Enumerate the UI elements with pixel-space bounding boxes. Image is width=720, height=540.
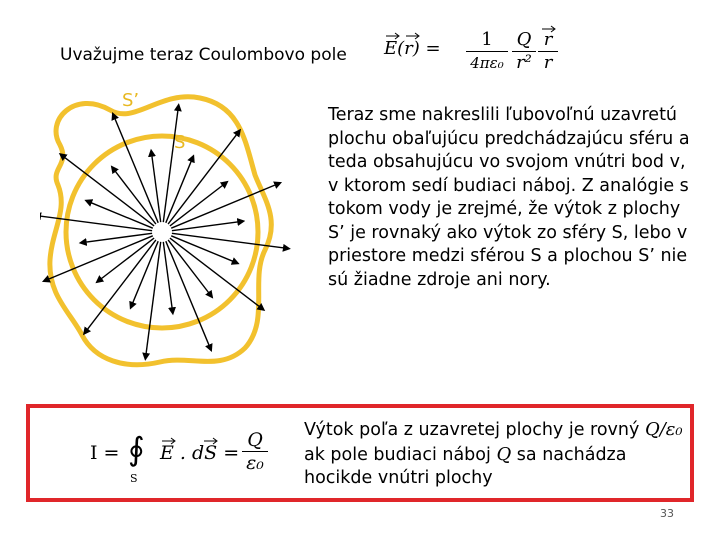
explanation-line-2-text-b: sa nachádza bbox=[516, 444, 627, 465]
explanation-q-over-eps0: Q/ε₀ bbox=[644, 419, 683, 440]
frac2-denominator: r² bbox=[516, 52, 532, 73]
field-equation-lhs bbox=[384, 38, 441, 59]
explanation-line-2-text-a: ak pole budiaci náboj bbox=[304, 444, 491, 465]
field-arrow bbox=[171, 183, 280, 228]
field-arrow bbox=[168, 240, 212, 297]
field-arrow bbox=[172, 221, 243, 231]
field-arrow bbox=[97, 238, 154, 282]
description-line: priestore medzi sférou S a plochou S’ nie bbox=[328, 246, 688, 266]
gauss-frac-denominator: ε₀ bbox=[246, 452, 264, 474]
explanation-line-2 bbox=[304, 443, 683, 468]
coulomb-field-equation bbox=[384, 28, 564, 84]
field-arrow bbox=[113, 114, 158, 223]
description-line: S’ je rovnaký ako výtok zo sféry S, lebo v bbox=[328, 222, 688, 243]
description-line: Teraz sme nakreslili ľubovoľnú uzavretú bbox=[328, 105, 678, 125]
field-arrow bbox=[163, 242, 173, 313]
field-arrow bbox=[44, 236, 153, 281]
frac1-bar bbox=[466, 51, 508, 52]
intro-text: Uvažujme teraz Coulombovo pole bbox=[60, 45, 347, 65]
field-equation-lhs-text: E(r) = bbox=[384, 38, 441, 59]
integral-subscript: S bbox=[130, 472, 138, 485]
field-lines-figure bbox=[40, 80, 310, 380]
gauss-lhs: I = bbox=[90, 442, 120, 464]
description-line: tokom vody je zrejmé, že výtok z plochy bbox=[328, 199, 681, 219]
field-arrow bbox=[81, 233, 152, 243]
description-line: v ktorom sedí budiaci náboj. Z analógie s bbox=[328, 175, 689, 196]
gauss-law-explanation bbox=[304, 418, 683, 491]
fraction-1-over-4pi-eps0 bbox=[466, 30, 508, 73]
r-vector-arrow-icon bbox=[540, 24, 558, 34]
closed-integral-symbol: ∮ bbox=[128, 430, 145, 468]
fraction-q-over-eps0 bbox=[242, 430, 268, 473]
gauss-law-equation bbox=[90, 428, 270, 488]
field-arrow bbox=[163, 105, 178, 222]
frac1-numerator: 1 bbox=[481, 29, 493, 50]
page-number: 33 bbox=[660, 507, 674, 520]
frac2-numerator: Q bbox=[516, 29, 532, 50]
description-line: plochu obaľujúcu predchádzajúcu sféru a bbox=[328, 128, 690, 149]
description-paragraph bbox=[328, 104, 708, 292]
fraction-q-over-r2 bbox=[512, 30, 536, 73]
explanation-line-3: hocikde vnútri plochy bbox=[304, 468, 493, 488]
vector-arrows-icon bbox=[384, 31, 434, 41]
label-s: S bbox=[174, 132, 186, 153]
field-arrow bbox=[170, 182, 227, 226]
description-line: sú žiadne zdroje ani nory. bbox=[328, 269, 551, 290]
field-arrow bbox=[145, 242, 160, 359]
sphere-s-outline bbox=[66, 136, 258, 328]
field-arrow bbox=[151, 151, 161, 222]
explanation-q: Q bbox=[496, 443, 512, 465]
explanation-line-1 bbox=[304, 418, 683, 443]
frac3-numerator: r bbox=[543, 29, 553, 50]
gauss-integrand: E . dS = bbox=[160, 442, 240, 464]
label-s-prime: S’ bbox=[122, 90, 140, 111]
explanation-line-1-text: Výtok poľa z uzavretej plochy je rovný bbox=[304, 420, 640, 440]
description-line: teda obsahujúcu vo svojom vnútri bod v, bbox=[328, 152, 686, 172]
gauss-frac-numerator: Q bbox=[247, 429, 263, 451]
vector-arrows-icon bbox=[160, 436, 230, 446]
field-arrow bbox=[112, 167, 156, 224]
field-arrow bbox=[166, 241, 211, 350]
frac3-denominator: r bbox=[543, 52, 553, 73]
frac1-denominator: 4πε₀ bbox=[470, 54, 504, 72]
fraction-rvec-over-r bbox=[538, 30, 558, 73]
field-arrows bbox=[40, 105, 289, 359]
